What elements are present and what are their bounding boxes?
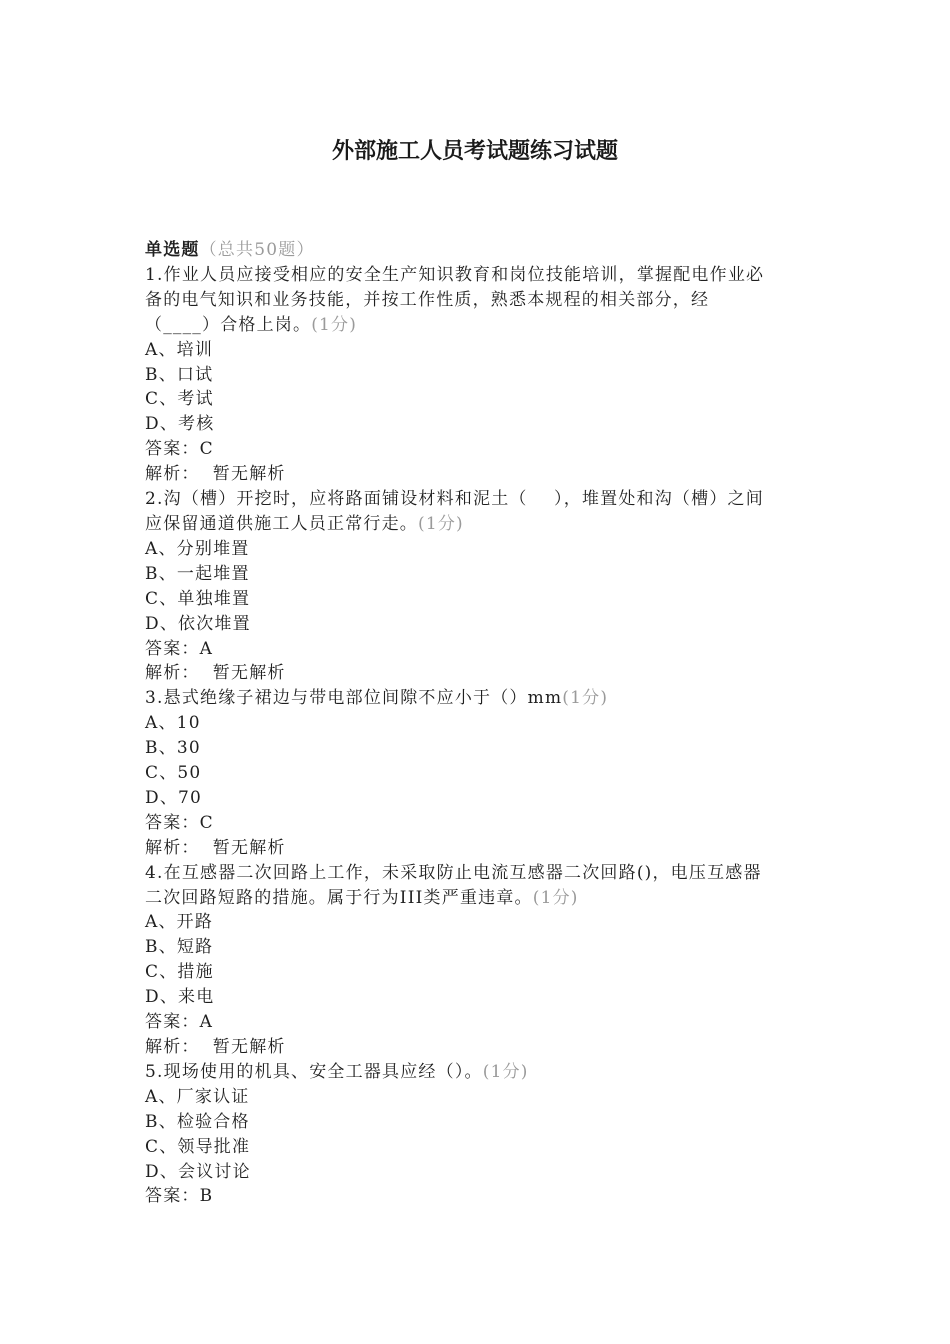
option-a: A、分别堆置 bbox=[145, 538, 250, 559]
option-a: A、10 bbox=[145, 713, 201, 734]
option-c: C、单独堆置 bbox=[145, 588, 251, 609]
question-text-segment: 二次回路短路的措施。属于行为III类严重违章。 bbox=[145, 887, 533, 908]
option-b: B、检验合格 bbox=[145, 1111, 250, 1132]
answer: 答案：B bbox=[145, 1186, 214, 1207]
option-b: B、口试 bbox=[145, 364, 214, 385]
section-label: 单选题 bbox=[145, 240, 200, 260]
analysis: 解析： 暂无解析 bbox=[145, 1037, 286, 1057]
option-d: D、依次堆置 bbox=[145, 613, 251, 634]
option-b: B、一起堆置 bbox=[145, 563, 250, 584]
option-b: B、30 bbox=[145, 738, 201, 759]
question-2 bbox=[145, 487, 805, 686]
question-points: (1分) bbox=[311, 314, 358, 335]
question-text-line bbox=[145, 313, 805, 338]
option-a: A、厂家认证 bbox=[145, 1086, 250, 1107]
question-points: (1分) bbox=[418, 513, 464, 534]
analysis: 解析： 暂无解析 bbox=[145, 837, 286, 858]
question-text-line bbox=[145, 886, 805, 911]
question-text-line: 2.沟（槽）开挖时，应将路面铺设材料和泥土（ ），堆置处和沟（槽）之间 bbox=[145, 489, 764, 510]
question-4 bbox=[145, 861, 805, 1060]
question-text-segment: 应保留通道供施工人员正常行走。 bbox=[145, 513, 418, 534]
question-points: (1分) bbox=[482, 1061, 529, 1082]
question-text-line: 1.作业人员应接受相应的安全生产知识教育和岗位技能培训，掌握配电作业必 bbox=[145, 264, 765, 285]
question-text-line: 备的电气知识和业务技能，并按工作性质，熟悉本规程的相关部分，经 bbox=[145, 289, 710, 310]
option-c: C、考试 bbox=[145, 389, 214, 410]
option-b: B、短路 bbox=[145, 937, 214, 958]
question-text-segment: （____）合格上岗。 bbox=[145, 314, 312, 335]
section-heading bbox=[145, 238, 805, 263]
option-d: D、考核 bbox=[145, 414, 215, 435]
option-d: D、会议讨论 bbox=[145, 1161, 251, 1182]
analysis: 解析： 暂无解析 bbox=[145, 663, 286, 684]
section-count: （总共50题） bbox=[199, 240, 315, 260]
option-c: C、措施 bbox=[145, 962, 214, 983]
question-text-line bbox=[145, 686, 805, 711]
analysis: 解析： 暂无解析 bbox=[145, 464, 286, 485]
answer: 答案：C bbox=[145, 812, 214, 833]
question-text-segment: 5.现场使用的机具、安全工器具应经（）。 bbox=[145, 1061, 483, 1082]
option-c: C、领导批准 bbox=[145, 1136, 251, 1157]
answer: 答案：A bbox=[145, 1012, 214, 1033]
question-points: (1分) bbox=[562, 688, 609, 709]
question-3 bbox=[145, 686, 805, 860]
answer: 答案：C bbox=[145, 439, 214, 460]
question-1 bbox=[145, 263, 805, 487]
question-text-line bbox=[145, 512, 805, 537]
question-5 bbox=[145, 1060, 805, 1209]
question-text-line bbox=[145, 1060, 805, 1085]
question-text-segment: 3.悬式绝缘子裙边与带电部位间隙不应小于（）mm bbox=[145, 688, 563, 709]
option-d: D、来电 bbox=[145, 987, 215, 1008]
option-a: A、开路 bbox=[145, 912, 214, 933]
option-d: D、70 bbox=[145, 787, 203, 808]
question-text-line: 4.在互感器二次回路上工作，未采取防止电流互感器二次回路()，电压互感器 bbox=[145, 862, 762, 883]
document-title: 外部施工人员考试题练习试题 bbox=[331, 138, 618, 164]
answer: 答案：A bbox=[145, 638, 214, 659]
document-body bbox=[145, 238, 805, 1209]
question-points: (1分) bbox=[532, 887, 579, 908]
option-a: A、培训 bbox=[145, 339, 214, 360]
option-c: C、50 bbox=[145, 763, 202, 784]
